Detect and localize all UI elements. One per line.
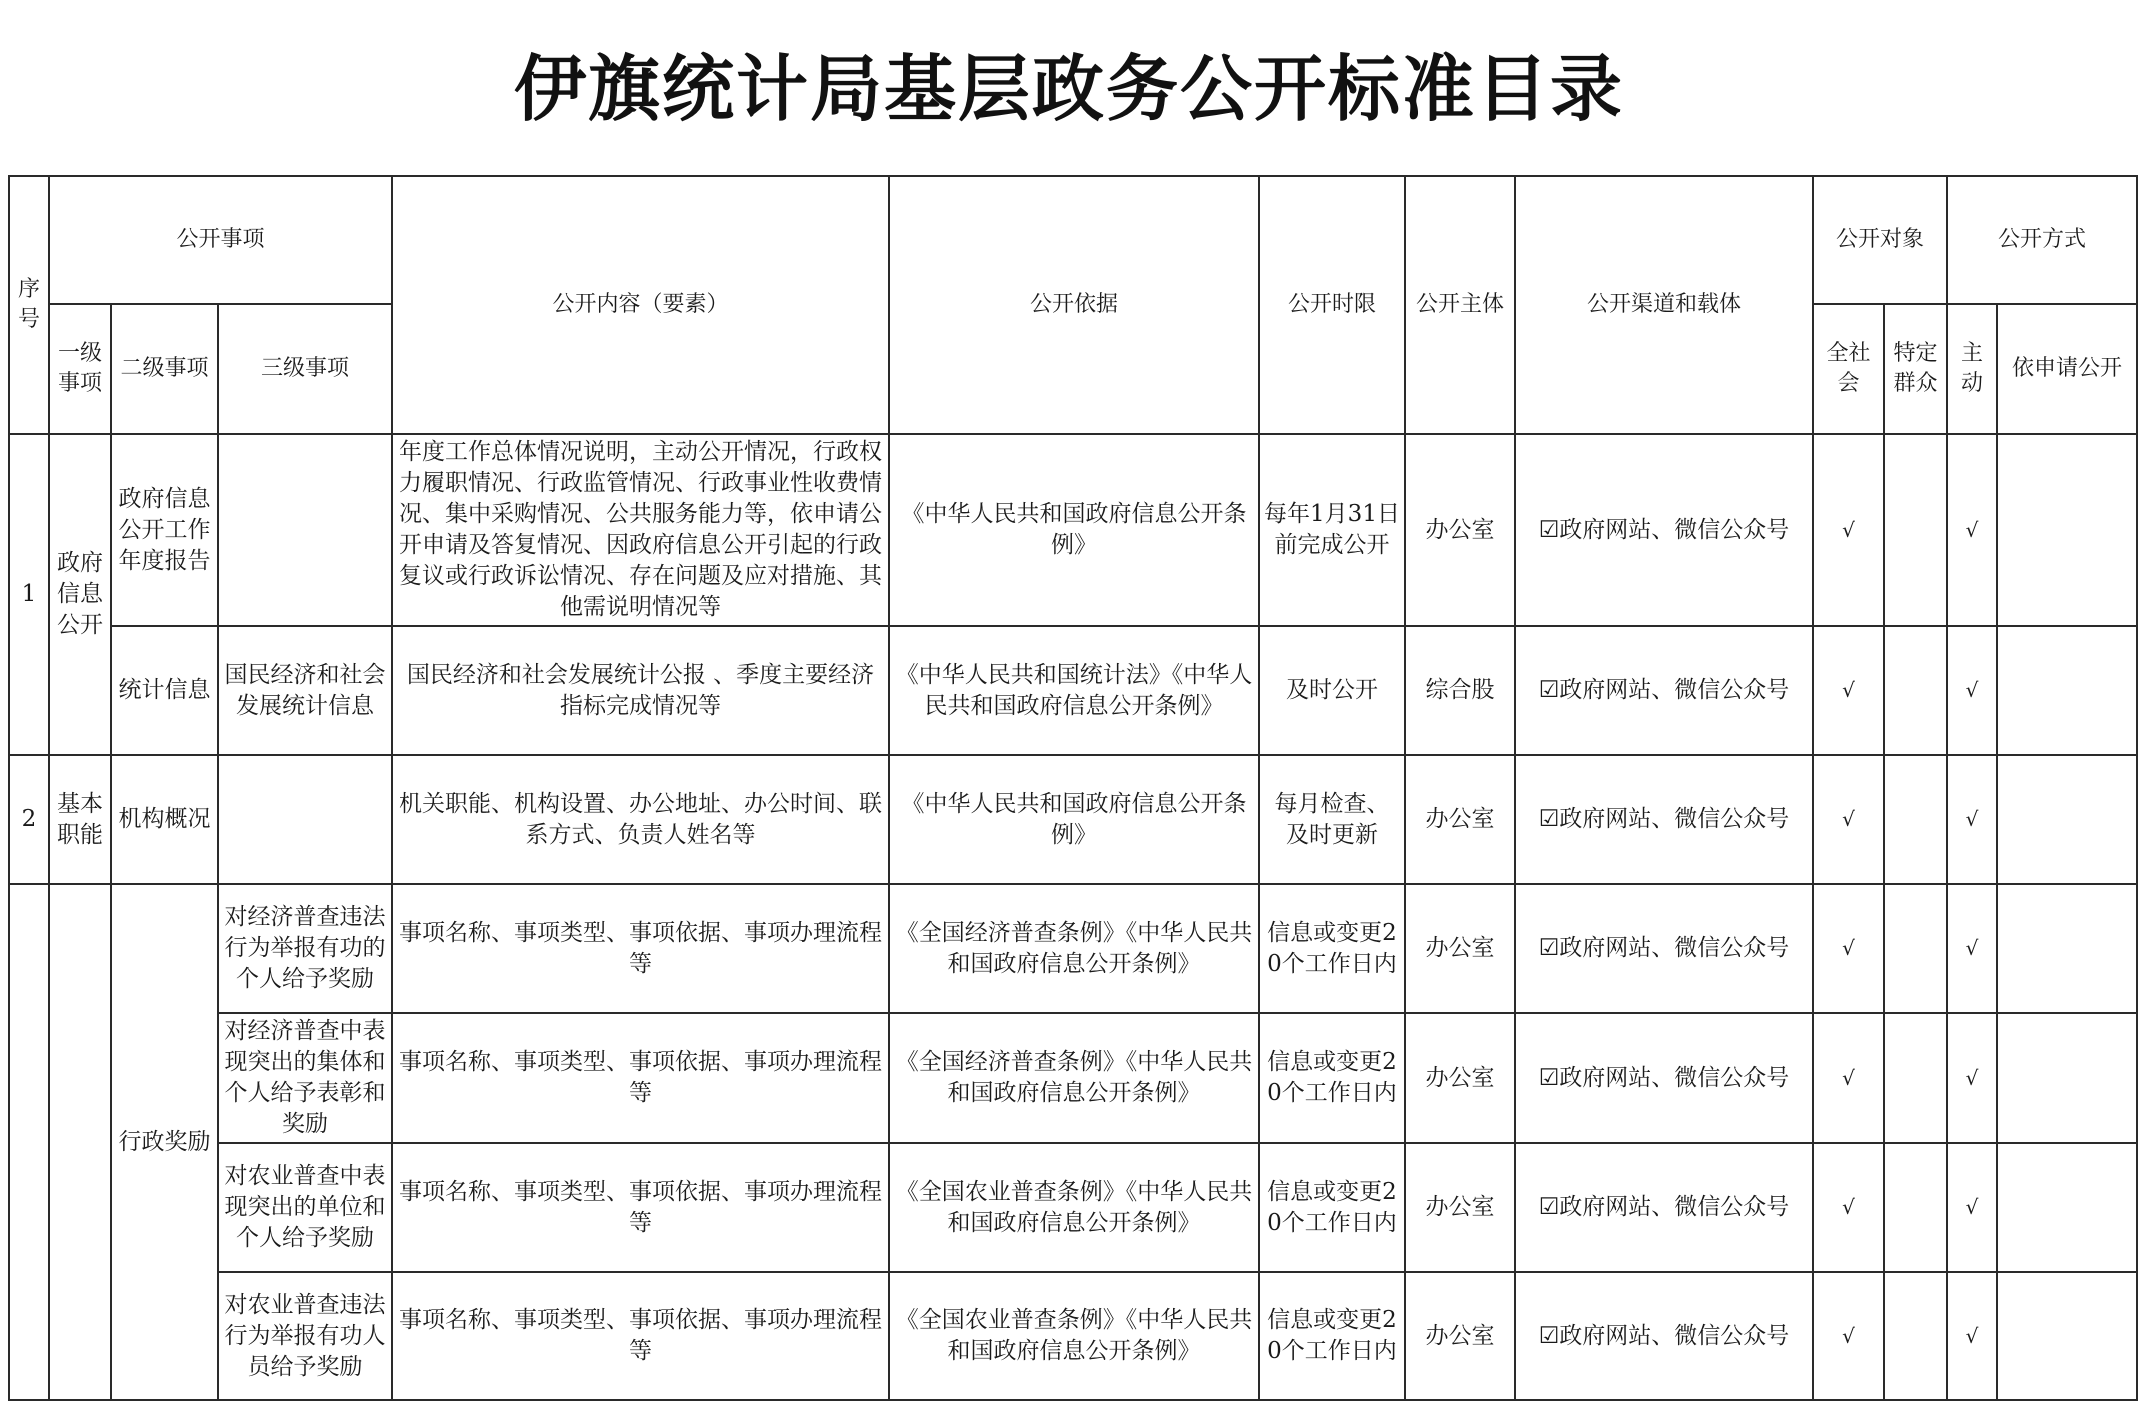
header-target: 公开对象 bbox=[1813, 176, 1947, 304]
target-specific-check bbox=[1884, 755, 1947, 884]
method-active-check: √ bbox=[1947, 626, 1997, 755]
target-specific-check bbox=[1884, 1013, 1947, 1143]
subject-cell: 办公室 bbox=[1405, 884, 1515, 1013]
target-all-check: √ bbox=[1813, 626, 1884, 755]
target-all-check: √ bbox=[1813, 434, 1884, 626]
method-active-check: √ bbox=[1947, 1272, 1997, 1400]
method-request-check bbox=[1997, 884, 2137, 1013]
content-cell: 事项名称、事项类型、事项依据、事项办理流程等 bbox=[392, 884, 889, 1013]
method-request-check bbox=[1997, 1013, 2137, 1143]
level2-cell: 行政奖励 bbox=[111, 884, 218, 1400]
content-cell: 事项名称、事项类型、事项依据、事项办理流程等 bbox=[392, 1143, 889, 1272]
target-specific-check bbox=[1884, 884, 1947, 1013]
time-cell: 每月检查、及时更新 bbox=[1259, 755, 1405, 884]
method-request-check bbox=[1997, 1272, 2137, 1400]
method-request-check bbox=[1997, 755, 2137, 884]
content-cell: 机关职能、机构设置、办公地址、办公时间、联系方式、负责人姓名等 bbox=[392, 755, 889, 884]
target-all-check: √ bbox=[1813, 1272, 1884, 1400]
page-title: 伊旗统计局基层政务公开标准目录 bbox=[513, 47, 1624, 131]
channel-cell: ☑政府网站、微信公众号 bbox=[1515, 1013, 1813, 1143]
channel-cell: ☑政府网站、微信公众号 bbox=[1515, 884, 1813, 1013]
header-level3: 三级事项 bbox=[218, 304, 392, 434]
time-cell: 每年1月31日前完成公开 bbox=[1259, 434, 1405, 626]
basis-cell: 《全国经济普查条例》《中华人民共和国政府信息公开条例》 bbox=[889, 884, 1259, 1013]
level2-cell: 机构概况 bbox=[111, 755, 218, 884]
table-row bbox=[9, 1143, 2137, 1272]
header-target-specific: 特定群众 bbox=[1884, 304, 1947, 434]
level3-cell: 对经济普查违法行为举报有功的个人给予奖励 bbox=[218, 884, 392, 1013]
seq-cell: 2 bbox=[9, 755, 49, 884]
subject-cell: 办公室 bbox=[1405, 1143, 1515, 1272]
header-time-limit: 公开时限 bbox=[1259, 176, 1405, 434]
basis-cell: 《全国经济普查条例》《中华人民共和国政府信息公开条例》 bbox=[889, 1013, 1259, 1143]
target-specific-check bbox=[1884, 1272, 1947, 1400]
channel-cell: ☑政府网站、微信公众号 bbox=[1515, 755, 1813, 884]
method-active-check: √ bbox=[1947, 1143, 1997, 1272]
header-channel: 公开渠道和载体 bbox=[1515, 176, 1813, 434]
table-row bbox=[9, 755, 2137, 884]
level2-cell: 统计信息 bbox=[111, 626, 218, 755]
level3-cell: 对经济普查中表现突出的集体和个人给予表彰和奖励 bbox=[218, 1013, 392, 1143]
channel-cell: ☑政府网站、微信公众号 bbox=[1515, 1272, 1813, 1400]
header-level1: 一级事项 bbox=[49, 304, 111, 434]
level2-cell: 政府信息公开工作年度报告 bbox=[111, 434, 218, 626]
header-method-request: 依申请公开 bbox=[1997, 304, 2137, 434]
level3-cell: 对农业普查中表现突出的单位和个人给予奖励 bbox=[218, 1143, 392, 1272]
level3-cell bbox=[218, 755, 392, 884]
content-cell: 事项名称、事项类型、事项依据、事项办理流程等 bbox=[392, 1013, 889, 1143]
level3-cell: 国民经济和社会发展统计信息 bbox=[218, 626, 392, 755]
target-all-check: √ bbox=[1813, 755, 1884, 884]
basis-cell: 《中华人民共和国政府信息公开条例》 bbox=[889, 434, 1259, 626]
header-basis: 公开依据 bbox=[889, 176, 1259, 434]
header-seq: 序号 bbox=[9, 176, 49, 434]
target-all-check: √ bbox=[1813, 884, 1884, 1013]
catalog-table bbox=[8, 175, 2138, 1401]
table-row bbox=[9, 626, 2137, 755]
time-cell: 信息或变更20个工作日内 bbox=[1259, 1143, 1405, 1272]
level3-cell bbox=[218, 434, 392, 626]
time-cell: 及时公开 bbox=[1259, 626, 1405, 755]
header-items: 公开事项 bbox=[49, 176, 392, 304]
content-cell: 年度工作总体情况说明，主动公开情况，行政权力履职情况、行政监管情况、行政事业性收费情况、集中采购情况、公共服务能力等，依申请公开申请及答复情况、因政府信息公开引起的行政复议或行政诉讼情况、存在问题及应对措施、其他需说明情况等 bbox=[392, 434, 889, 626]
target-all-check: √ bbox=[1813, 1013, 1884, 1143]
seq-cell: 1 bbox=[9, 434, 49, 755]
time-cell: 信息或变更20个工作日内 bbox=[1259, 1272, 1405, 1400]
method-request-check bbox=[1997, 1143, 2137, 1272]
subject-cell: 综合股 bbox=[1405, 626, 1515, 755]
method-active-check: √ bbox=[1947, 1013, 1997, 1143]
basis-cell: 《中华人民共和国政府信息公开条例》 bbox=[889, 755, 1259, 884]
subject-cell: 办公室 bbox=[1405, 1272, 1515, 1400]
table-row bbox=[9, 434, 2137, 626]
level1-cell bbox=[49, 884, 111, 1400]
header-target-all: 全社会 bbox=[1813, 304, 1884, 434]
target-specific-check bbox=[1884, 434, 1947, 626]
table-row bbox=[9, 1272, 2137, 1400]
subject-cell: 办公室 bbox=[1405, 755, 1515, 884]
header-subject: 公开主体 bbox=[1405, 176, 1515, 434]
header-method-active: 主动 bbox=[1947, 304, 1997, 434]
table-row bbox=[9, 1013, 2137, 1143]
header-method: 公开方式 bbox=[1947, 176, 2137, 304]
basis-cell: 《全国农业普查条例》《中华人民共和国政府信息公开条例》 bbox=[889, 1272, 1259, 1400]
method-active-check: √ bbox=[1947, 884, 1997, 1013]
level1-cell: 政府信息公开 bbox=[49, 434, 111, 755]
seq-cell bbox=[9, 884, 49, 1400]
header-level2: 二级事项 bbox=[111, 304, 218, 434]
header-content: 公开内容（要素） bbox=[392, 176, 889, 434]
target-specific-check bbox=[1884, 626, 1947, 755]
channel-cell: ☑政府网站、微信公众号 bbox=[1515, 434, 1813, 626]
content-cell: 国民经济和社会发展统计公报 、季度主要经济指标完成情况等 bbox=[392, 626, 889, 755]
method-request-check bbox=[1997, 434, 2137, 626]
basis-cell: 《全国农业普查条例》《中华人民共和国政府信息公开条例》 bbox=[889, 1143, 1259, 1272]
channel-cell: ☑政府网站、微信公众号 bbox=[1515, 626, 1813, 755]
basis-cell: 《中华人民共和国统计法》《中华人民共和国政府信息公开条例》 bbox=[889, 626, 1259, 755]
target-specific-check bbox=[1884, 1143, 1947, 1272]
time-cell: 信息或变更20个工作日内 bbox=[1259, 884, 1405, 1013]
method-active-check: √ bbox=[1947, 755, 1997, 884]
time-cell: 信息或变更20个工作日内 bbox=[1259, 1013, 1405, 1143]
header-row-1 bbox=[9, 176, 2137, 304]
subject-cell: 办公室 bbox=[1405, 1013, 1515, 1143]
subject-cell: 办公室 bbox=[1405, 434, 1515, 626]
level3-cell: 对农业普查违法行为举报有功人员给予奖励 bbox=[218, 1272, 392, 1400]
channel-cell: ☑政府网站、微信公众号 bbox=[1515, 1143, 1813, 1272]
method-active-check: √ bbox=[1947, 434, 1997, 626]
table-row bbox=[9, 884, 2137, 1013]
content-cell: 事项名称、事项类型、事项依据、事项办理流程等 bbox=[392, 1272, 889, 1400]
target-all-check: √ bbox=[1813, 1143, 1884, 1272]
method-request-check bbox=[1997, 626, 2137, 755]
level1-cell: 基本职能 bbox=[49, 755, 111, 884]
